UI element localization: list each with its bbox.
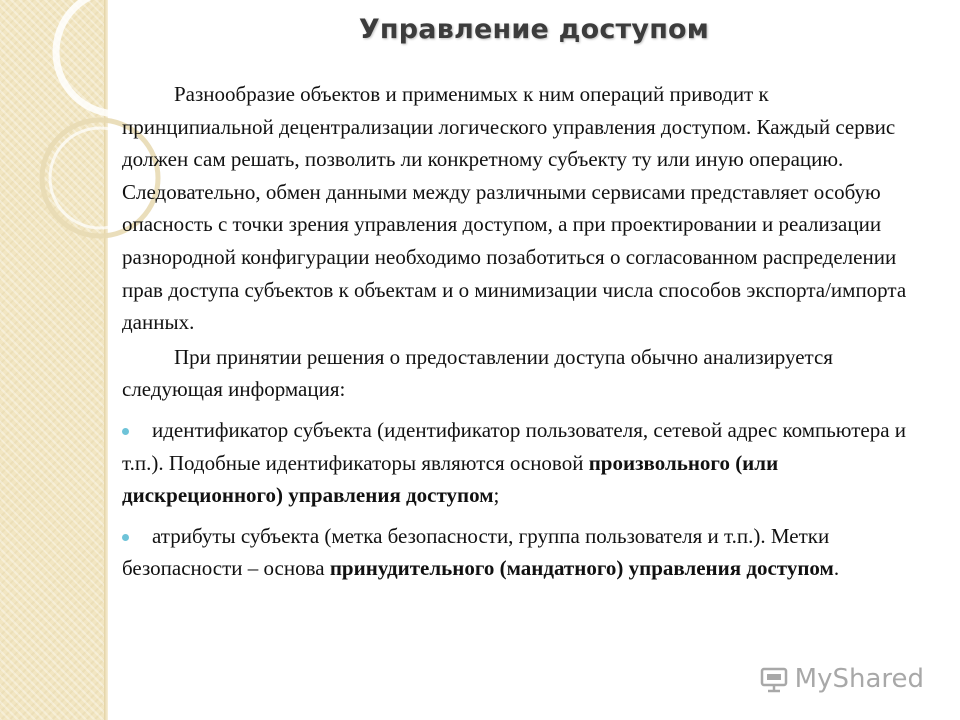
list-item	[122, 520, 912, 585]
bullet-plain: идентификатор субъекта (идентификатор пользователя, сетевой адрес компьютера и т.п.). Подобные идентификаторы являются основой	[122, 417, 907, 475]
list-item	[122, 414, 912, 512]
bullet-bold-term: произвольного (или дискреционного) управления доступом	[122, 450, 779, 508]
bullet-icon	[122, 428, 129, 435]
presentation-icon	[759, 664, 789, 694]
watermark-text: MyShared	[794, 664, 924, 694]
bullet-text	[122, 414, 912, 512]
paragraph-intro: Разнообразие объектов и применимых к ним операций приводит к принципиальной децентрализации логического управления доступом. Каждый сервис должен сам решать, позволить ли конкретному субъекту ту или иную операцию. Следовательно, обмен данными между различными сервисами представляет особую опасность с точки зрения управления доступом, а при проектировании и реализации разнородной конфигурации необходимо позаботиться о согласованном распределении прав доступа субъектов к объектам и о минимизации числа способов экспорта/импорта данных.	[122, 82, 907, 335]
bullet-bold-term: принудительного (мандатного) управления доступом	[329, 556, 834, 581]
slide-body	[122, 78, 912, 585]
bullet-plain: атрибуты субъекта (метка безопасности, группа пользователя и т.п.). Метки безопасности – основа	[122, 523, 830, 581]
bullet-end: ;	[493, 483, 500, 508]
bullet-end: .	[833, 556, 840, 581]
slide-title: Управление доступом	[358, 14, 710, 45]
bullet-icon	[122, 534, 129, 541]
paragraph-info: При принятии решения о предоставлении доступа обычно анализируется следующая информация:	[122, 344, 833, 402]
watermark-logo	[759, 664, 924, 694]
bullet-text	[122, 520, 912, 585]
